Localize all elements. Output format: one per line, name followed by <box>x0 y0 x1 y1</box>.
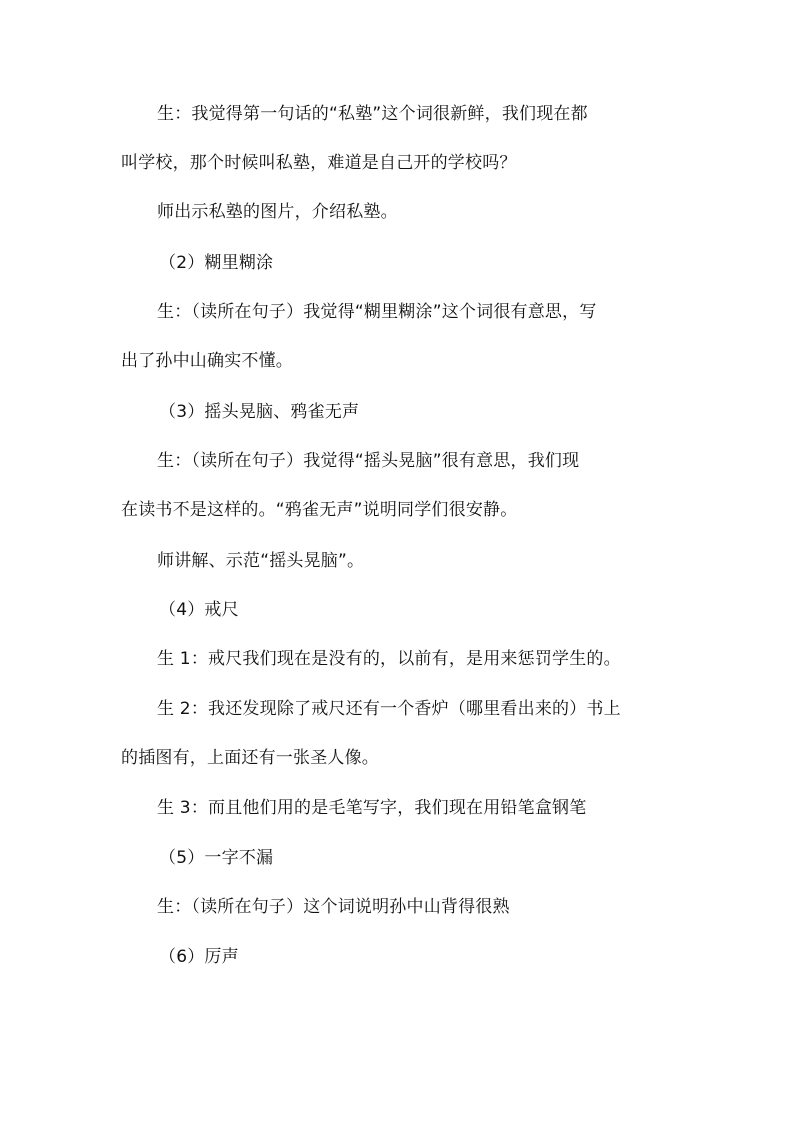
text-line-12: 生 1：戒尺我们现在是没有的，以前有，是用来惩罚学生的。 <box>157 649 621 669</box>
text-line-8: 生：（读所在句子）我觉得“摇头晃脑”很有意思，我们现 <box>157 451 580 471</box>
text-line-5: 生：（读所在句子）我觉得“糊里糊涂”这个词很有意思，写 <box>157 302 597 322</box>
text-line-4: （2）糊里糊涂 <box>159 253 274 273</box>
text-line-14: 的插图有，上面还有一张圣人像。 <box>121 748 379 768</box>
text-line-3: 师出示私塾的图片，介绍私塾。 <box>157 202 398 222</box>
text-line-15: 生 3：而且他们用的是毛笔写字，我们现在用铅笔盒钢笔 <box>157 798 587 818</box>
text-line-10: 师讲解、示范“摇头晃脑”。 <box>157 551 365 571</box>
text-line-11: （4）戒尺 <box>159 600 239 620</box>
text-line-17: 生：（读所在句子）这个词说明孙中山背得很熟 <box>157 897 510 917</box>
text-line-6: 出了孙中山确实不懂。 <box>121 351 293 371</box>
text-line-2: 叫学校，那个时候叫私塾，难道是自己开的学校吗？ <box>121 153 517 173</box>
text-line-1: 生：我觉得第一句话的“私塾”这个词很新鲜，我们现在都 <box>157 104 588 124</box>
text-line-16: （5）一字不漏 <box>159 848 274 868</box>
text-line-7: （3）摇头晃脑、鸦雀无声 <box>159 402 360 422</box>
text-line-13: 生 2：我还发现除了戒尺还有一个香炉（哪里看出来的）书上 <box>157 699 621 719</box>
text-line-18: （6）厉声 <box>159 947 239 967</box>
text-line-9: 在读书不是这样的。“鸦雀无声”说明同学们很安静。 <box>121 500 518 520</box>
